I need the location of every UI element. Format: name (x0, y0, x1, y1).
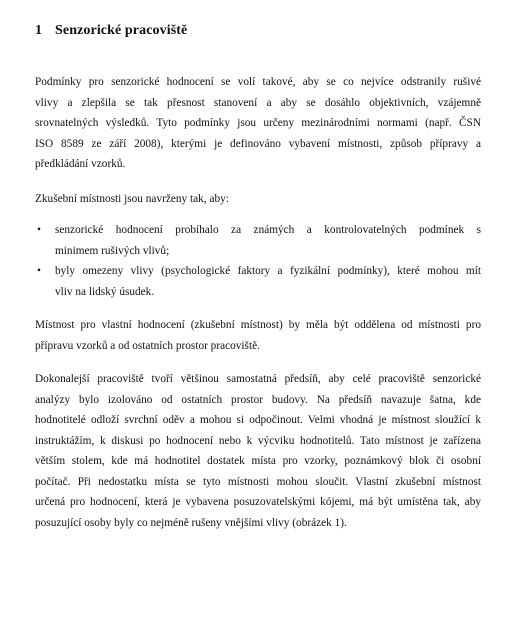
list-item (35, 220, 481, 261)
list-item-line: vliv na lidský úsudek. (55, 285, 155, 298)
paragraph-2 (35, 189, 481, 210)
paragraph-line: hodnotitelé odloží svrchní oděv a mohou si odpočinout. Velmi vhodná je místnost sloužící k (35, 414, 481, 426)
paragraph-line: Místnost pro vlastní hodnocení (zkušební místnost) by měla být oddělena od místnosti pro (35, 319, 481, 331)
bullet-list (35, 220, 481, 302)
paragraph-3 (35, 315, 481, 356)
paragraph-line: analýzy bylo izolováno od ostatních prostor budovy. Na předsíň navazuje šatna, kde (35, 393, 481, 406)
paragraph-line: přípravu vzorků a od ostatních prostor pracoviště. (35, 339, 260, 352)
paragraph-line: posuzující osoby byly co nejméně rušeny vnějšími vlivy (obrázek 1). (35, 516, 347, 529)
paragraph-line: ISO 8589 ze září 2008), kterými je definováno vybavení místnosti, způsob přípravy a (35, 137, 481, 150)
paragraph-line: Dokonalejší pracoviště tvoří většinou samostatná předsíň, aby celé pracoviště senzorické (35, 373, 481, 385)
section-title: Senzorické pracoviště (55, 23, 188, 38)
paragraph-line: určená pro hodnocení, která je vybavena posuzovatelskými kójemi, má být umístěna tak, aby (35, 496, 481, 508)
list-item-line: byly omezeny vlivy (psychologické faktory a fyzikální podmínky), které mohou mít (55, 265, 481, 277)
paragraph-line: větším stolem, kde má hodnotitel dostatek místa pro vzorky, poznámkový blok či osobní (35, 455, 481, 467)
paragraph-1 (35, 72, 481, 175)
paragraph-line: Zkušební místnosti jsou navrženy tak, aby: (35, 193, 229, 205)
bullet-icon: • (37, 265, 41, 277)
paragraph-4 (35, 369, 481, 533)
paragraph-line: vlivy a zlepšila se tak přesnost stanovení a aby se dosáhlo objektivních, vzájemně (35, 96, 481, 109)
paragraph-line: instruktážím, k diskusi po hodnocení nebo k výcviku hodnotitelů. Tato místnost je zařízena (35, 434, 481, 447)
section-number: 1 (35, 23, 43, 38)
list-item-line: minimem rušivých vlivů; (55, 244, 170, 257)
paragraph-line: srovnatelných výsledků. Tyto podmínky jsou určeny mezinárodními normami (např. ČSN (35, 117, 481, 129)
list-item-line: senzorické hodnocení probíhalo za známých a kontrolovatelných podmínek s (55, 224, 481, 236)
paragraph-line: předkládání vzorků. (35, 158, 126, 170)
list-item (35, 261, 481, 302)
paragraph-line: Podmínky pro senzorické hodnocení se volí takové, aby se co nejvíce odstranily rušivé (35, 76, 481, 88)
bullet-icon: • (37, 224, 41, 236)
paragraph-line: počítač. Při nedostatku místa se tyto místnosti mohou sloučit. Vlastní zkušební místnost (35, 475, 481, 488)
section-heading (35, 23, 187, 39)
